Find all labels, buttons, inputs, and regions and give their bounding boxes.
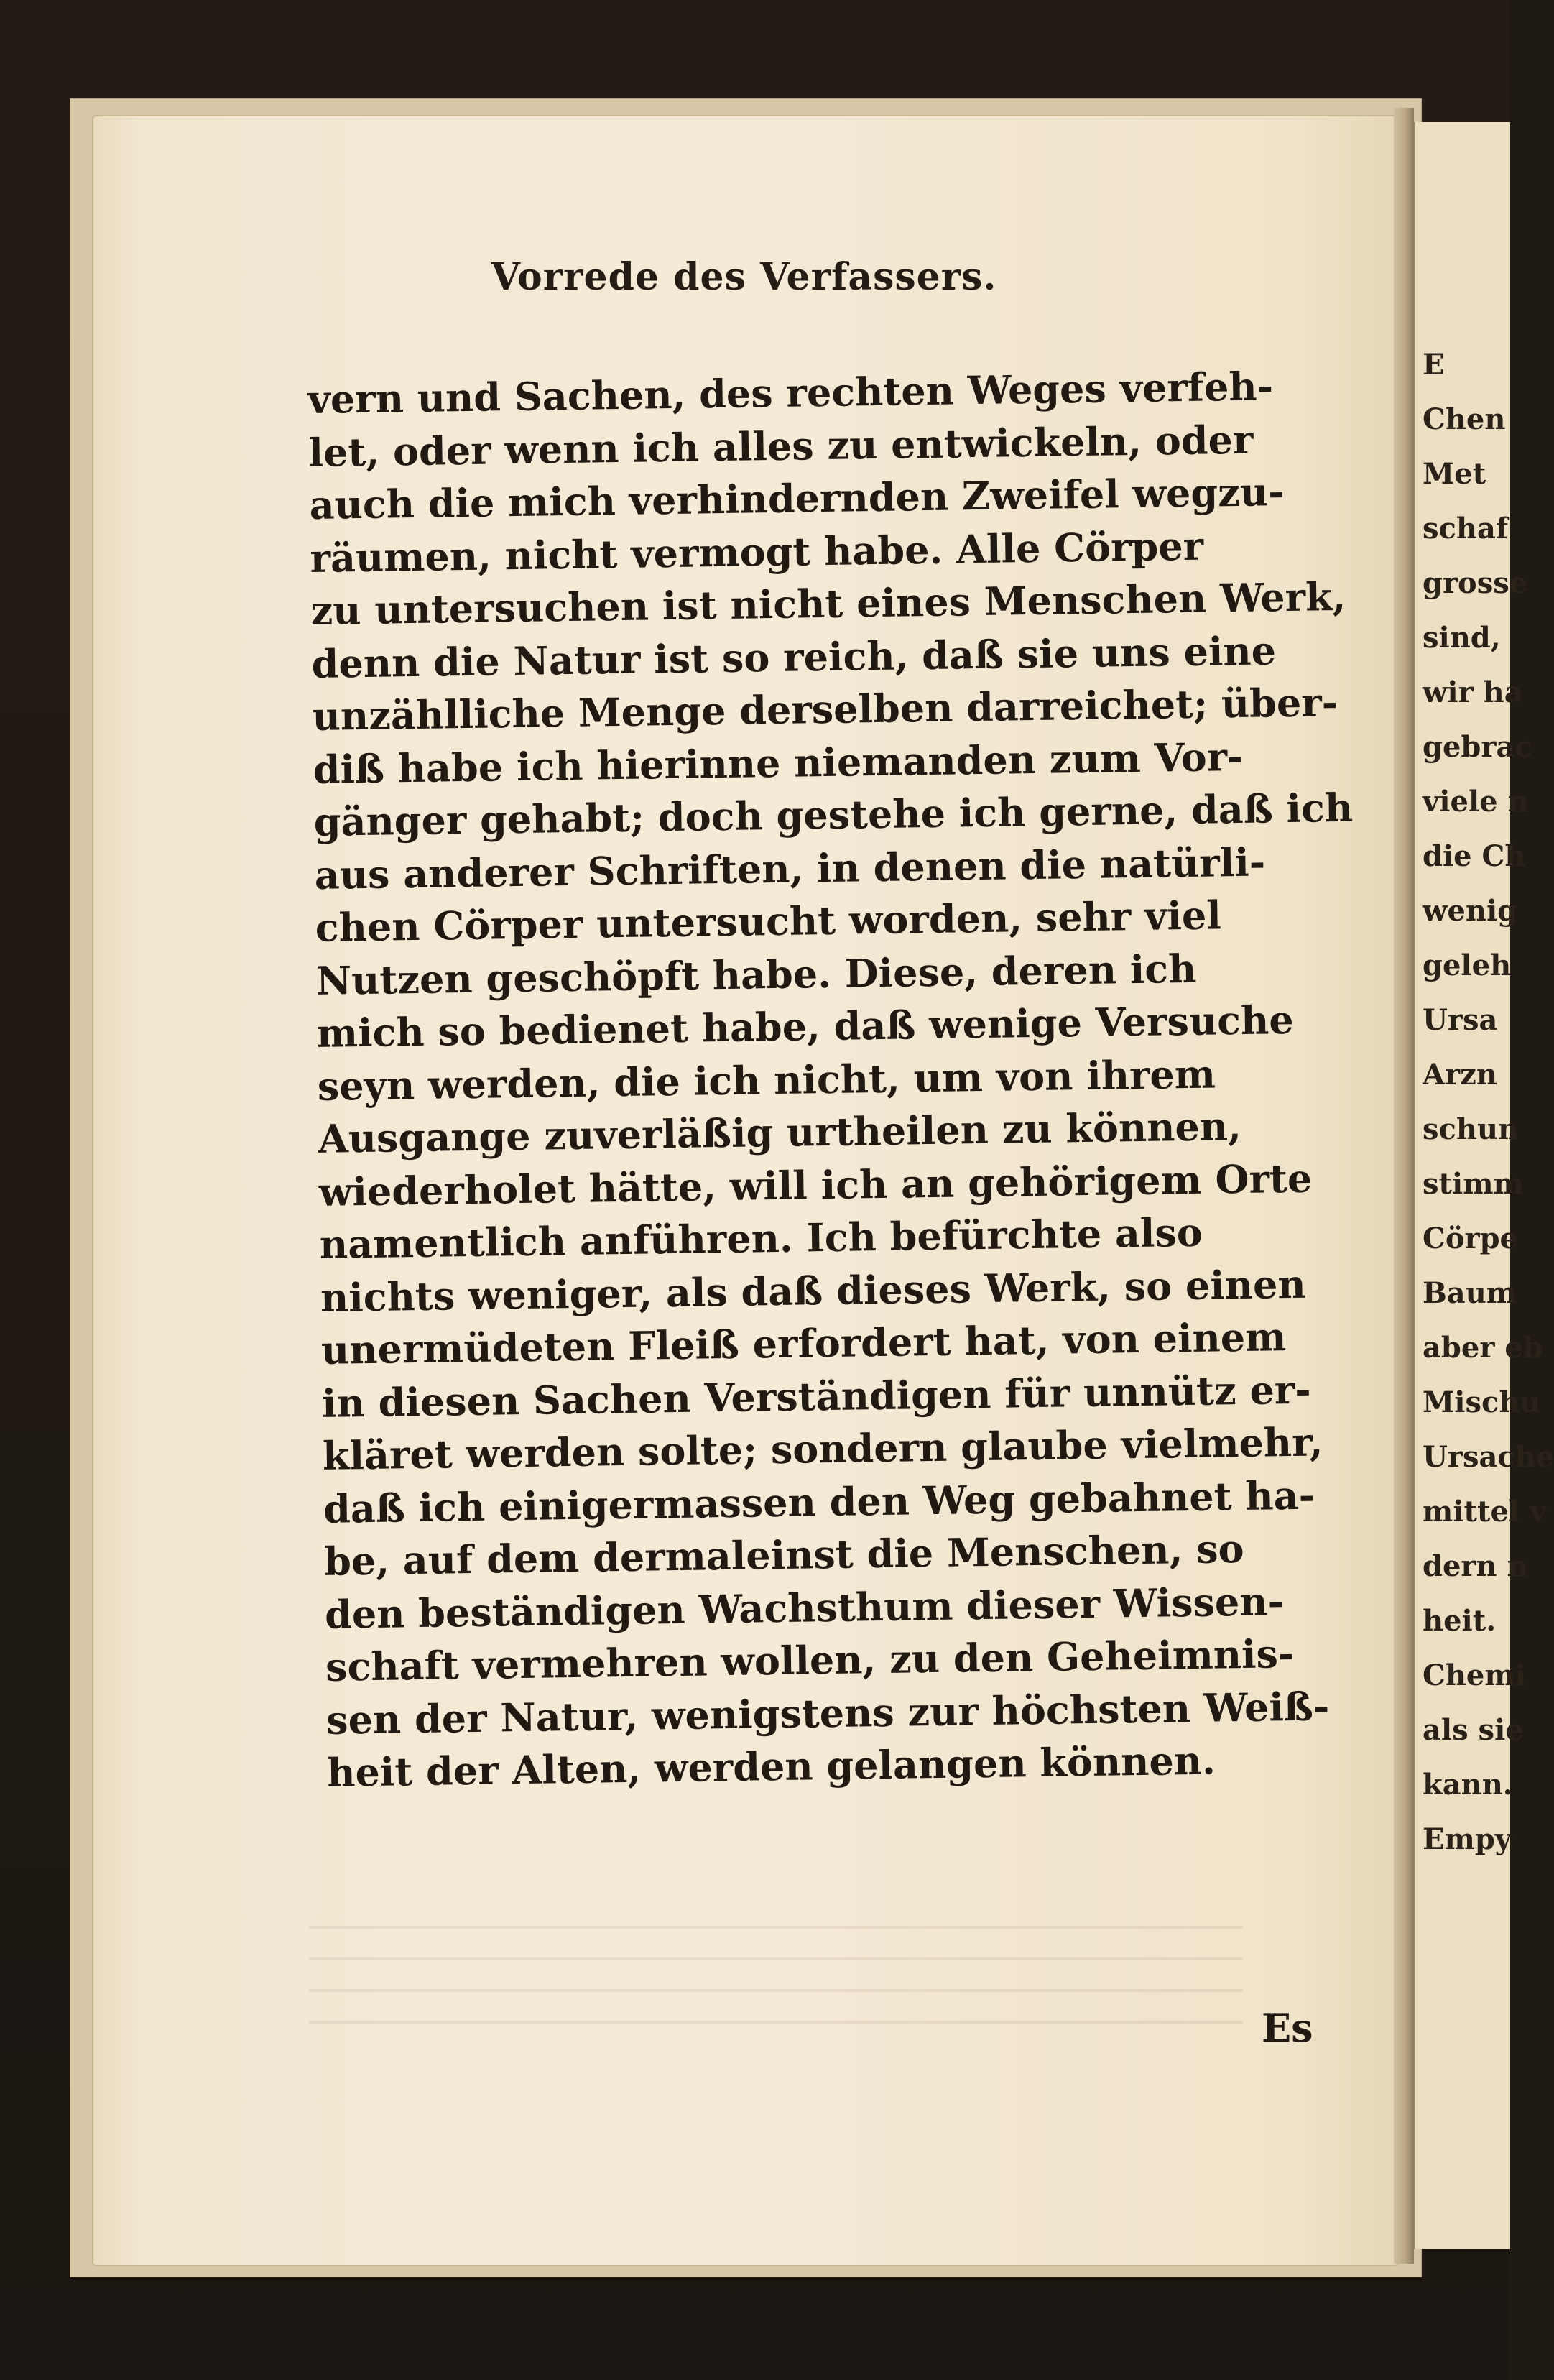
show-through-shadow [309, 1897, 1243, 2041]
facing-line: grosse [1423, 566, 1528, 600]
text-line: unermüdeten Fleiß erfordert hat, von einem [320, 1314, 1287, 1373]
facing-line: als sie [1423, 1713, 1524, 1747]
facing-line: heit. [1423, 1604, 1497, 1638]
text-line: heit der Alten, werden gelangen können. [326, 1737, 1216, 1796]
facing-line: mittel v [1423, 1495, 1547, 1528]
text-line: den beständigen Wachsthum dieser Wissen- [324, 1577, 1285, 1638]
facing-line: Empy [1423, 1822, 1512, 1856]
facing-line: Baum [1423, 1276, 1517, 1310]
text-line: gänger gehabt; doch gestehe ich gerne, daß ich [313, 784, 1354, 845]
facing-line: sind, [1423, 621, 1501, 655]
text-line: vern und Sachen, des rechten Weges verfeh- [307, 363, 1274, 423]
facing-line: Arzn [1423, 1058, 1497, 1092]
book-gutter [1394, 108, 1414, 2264]
text-line: nichts weniger, als daß dieses Werk, so einen [320, 1260, 1307, 1321]
facing-line: geleh [1423, 949, 1512, 982]
facing-line: Cörpe [1423, 1222, 1519, 1255]
facing-line: schaf [1423, 512, 1509, 545]
facing-line: dern n [1423, 1549, 1528, 1583]
text-line: daß ich einigermassen den Weg gebahnet ha- [323, 1472, 1315, 1532]
facing-page-edge [1414, 122, 1554, 2249]
facing-line: die Ch [1423, 839, 1526, 873]
text-line: räumen, nicht vermogt habe. Alle Cörper [310, 522, 1204, 581]
facing-line: gebrac [1423, 730, 1532, 764]
text-line: chen Cörper untersucht worden, sehr viel [315, 892, 1222, 951]
text-line: seyn werden, die ich nicht, um von ihrem [317, 1050, 1216, 1110]
text-line: be, auf dem dermaleinst die Menschen, so [323, 1525, 1244, 1585]
text-line: schaft vermehren wollen, zu den Geheimnis- [325, 1631, 1295, 1690]
facing-line: Met [1423, 457, 1486, 491]
facing-line: kann. [1423, 1768, 1513, 1802]
text-line: let, oder wenn ich alles zu entwickeln, oder [308, 416, 1254, 476]
text-line: Ausgange zuverläßig urtheilen zu können, [318, 1102, 1242, 1162]
facing-line: Mischu [1423, 1385, 1541, 1419]
text-line: aus anderer Schriften, in denen die natürli- [314, 838, 1266, 898]
facing-line: aber eb [1423, 1331, 1543, 1365]
text-line: kläret werden solte; sondern glaube vielmehr, [322, 1419, 1323, 1479]
running-title: Vorrede des Verfassers. [491, 255, 997, 299]
facing-line: Chemi [1423, 1659, 1526, 1692]
facing-line: wir ha [1423, 675, 1523, 709]
page-body-text [307, 359, 1354, 1799]
facing-line: schun [1423, 1112, 1520, 1146]
facing-line: wenig [1423, 894, 1518, 928]
text-line: in diesen Sachen Verständigen für unnütz er- [321, 1366, 1312, 1426]
facing-line: Ursache [1423, 1440, 1554, 1474]
text-line: diß habe ich hierinne niemanden zum Vor- [313, 733, 1244, 793]
text-line: Nutzen geschöpft habe. Diese, deren ich [315, 945, 1197, 1004]
facing-line: E [1423, 348, 1445, 382]
catchword: Es [1262, 2005, 1313, 2051]
text-line: unzählliche Menge derselben darreichet; über- [312, 679, 1338, 739]
text-line: sen der Natur, wenigstens zur höchsten Weiß- [325, 1682, 1330, 1743]
text-line: zu untersuchen ist nicht eines Menschen Werk, [310, 573, 1346, 634]
text-line: mich so bedienet habe, daß wenige Versuche [316, 996, 1295, 1056]
text-line: namentlich anführen. Ich befürchte also [319, 1209, 1203, 1268]
facing-line: stimm [1423, 1167, 1524, 1201]
text-line: auch die mich verhindernden Zweifel wegzu- [309, 469, 1285, 528]
facing-line: viele n [1423, 785, 1529, 818]
text-line: denn die Natur ist so reich, daß sie uns eine [311, 627, 1277, 687]
text-line: wiederholet hätte, will ich an gehörigem Orte [318, 1155, 1313, 1215]
facing-page-fragments [1415, 338, 1554, 1867]
facing-line: Ursa [1423, 1003, 1498, 1037]
facing-line: Chen [1423, 402, 1506, 436]
